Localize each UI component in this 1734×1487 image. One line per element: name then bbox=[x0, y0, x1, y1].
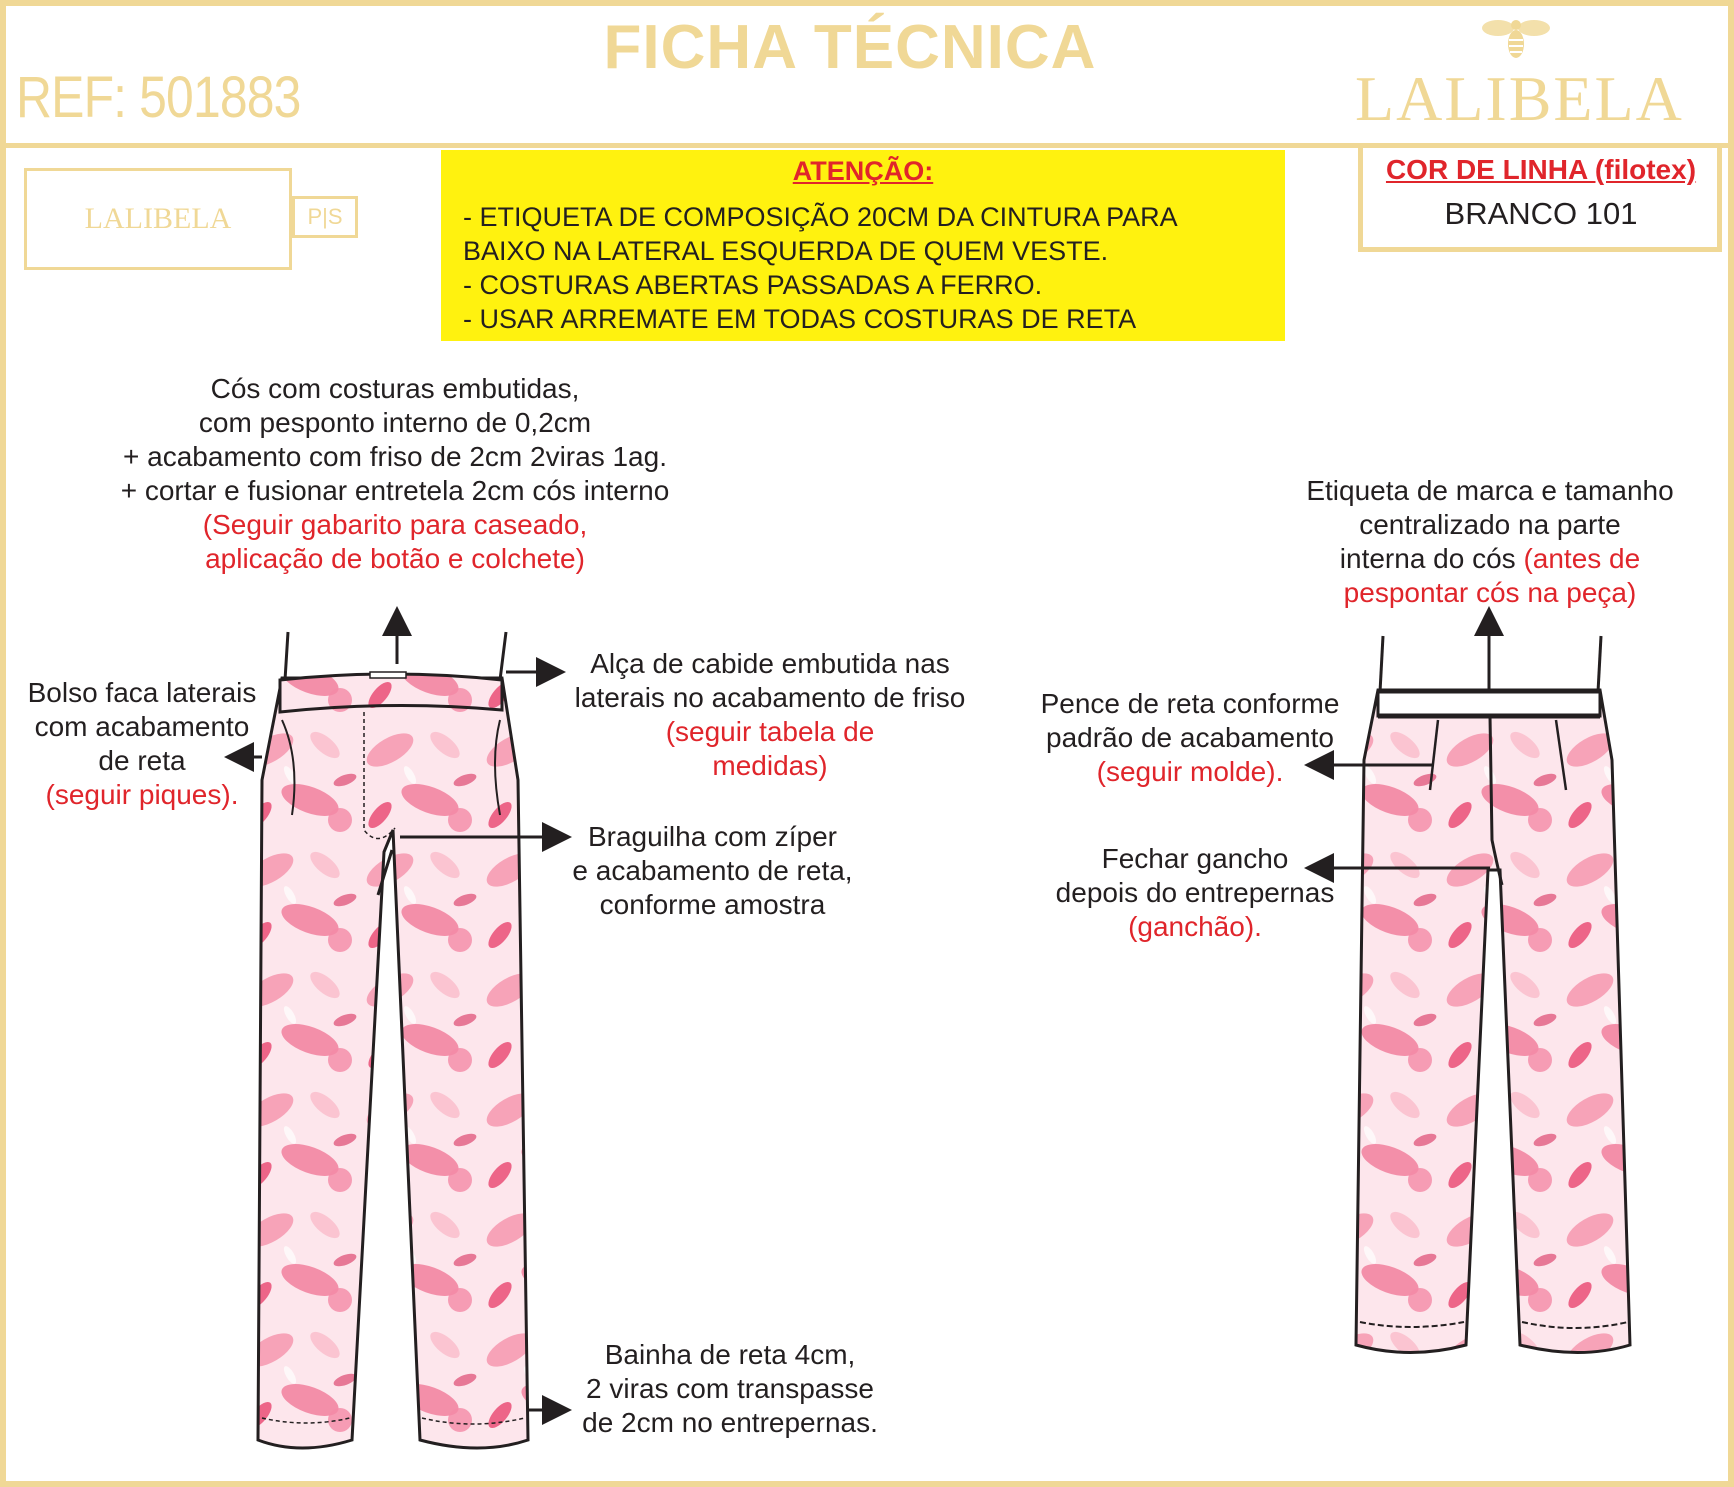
crotch-note bbox=[1040, 842, 1350, 944]
page-title: FICHA TÉCNICA bbox=[603, 13, 1097, 82]
attention-line: - ETIQUETA DE COMPOSIÇÃO 20CM DA CINTURA PARA bbox=[463, 202, 1178, 232]
note-line: e acabamento de reta, bbox=[572, 855, 853, 886]
note-line-red: medidas) bbox=[712, 750, 828, 781]
note-line: de reta bbox=[98, 745, 186, 776]
note-line-red: (seguir molde). bbox=[1096, 756, 1284, 787]
waistband-note bbox=[80, 372, 710, 576]
back-pants-drawing bbox=[1356, 636, 1630, 1353]
brand-label-sample: LALIBELA bbox=[24, 168, 292, 270]
note-line: Bainha de reta 4cm, bbox=[604, 1339, 856, 1370]
thread-color-value: BRANCO 101 bbox=[1444, 196, 1638, 231]
note-line-red: (seguir tabela de bbox=[665, 716, 875, 747]
note-text-red: (antes de bbox=[1523, 543, 1641, 574]
thread-color-title: COR DE LINHA (filotex) bbox=[1385, 154, 1697, 185]
hanger-loop-note bbox=[550, 647, 990, 783]
note-line-red: (ganchão). bbox=[1128, 911, 1262, 942]
note-line: padrão de acabamento bbox=[1046, 722, 1334, 753]
note-line: conforme amostra bbox=[599, 889, 826, 920]
note-line-red: pespontar cós na peça) bbox=[1343, 577, 1637, 608]
pocket-note bbox=[12, 676, 272, 812]
note-line-mixed bbox=[1280, 542, 1700, 576]
note-line: Etiqueta de marca e tamanho bbox=[1306, 475, 1674, 506]
note-line: com pesponto interno de 0,2cm bbox=[198, 407, 592, 438]
hem-note bbox=[565, 1338, 895, 1440]
note-line: laterais no acabamento de friso bbox=[574, 682, 966, 713]
note-line-red: aplicação de botão e colchete) bbox=[205, 543, 585, 574]
note-line: Braguilha com zíper bbox=[587, 821, 837, 852]
note-line: Cós com costuras embutidas, bbox=[210, 373, 580, 404]
brand-logo: LALIBELA bbox=[1355, 63, 1684, 134]
note-line: + acabamento com friso de 2cm 2viras 1ag. bbox=[123, 441, 667, 472]
reference-number: REF: 501883 bbox=[16, 65, 301, 130]
note-line-red: (seguir piques). bbox=[45, 779, 239, 810]
note-line: Alça de cabide embutida nas bbox=[590, 648, 950, 679]
note-line: Bolso faca laterais bbox=[27, 677, 257, 708]
note-line: Pence de reta conforme bbox=[1040, 688, 1340, 719]
attention-title: ATENÇÃO: bbox=[792, 156, 934, 186]
note-line: Fechar gancho bbox=[1101, 843, 1289, 874]
attention-line: - COSTURAS ABERTAS PASSADAS A FERRO. bbox=[463, 270, 1043, 300]
note-line: + cortar e fusionar entretela 2cm cós interno bbox=[120, 475, 670, 506]
size-label-sample: P|S bbox=[292, 196, 358, 238]
fly-note bbox=[555, 820, 870, 922]
note-line: de 2cm no entrepernas. bbox=[582, 1407, 878, 1438]
dart-note bbox=[1020, 687, 1360, 789]
brand-label-note bbox=[1280, 474, 1700, 610]
attention-line: BAIXO NA LATERAL ESQUERDA DE QUEM VESTE. bbox=[463, 236, 1109, 266]
front-pants-drawing bbox=[258, 632, 528, 1448]
note-line: depois do entrepernas bbox=[1055, 877, 1335, 908]
note-text: interna do cós bbox=[1339, 543, 1524, 574]
note-line: 2 viras com transpasse bbox=[586, 1373, 874, 1404]
note-line-red: (Seguir gabarito para caseado, bbox=[202, 509, 588, 540]
note-line: centralizado na parte bbox=[1359, 509, 1621, 540]
note-line: com acabamento bbox=[34, 711, 250, 742]
attention-line: - USAR ARREMATE EM TODAS COSTURAS DE RETA bbox=[463, 304, 1137, 334]
